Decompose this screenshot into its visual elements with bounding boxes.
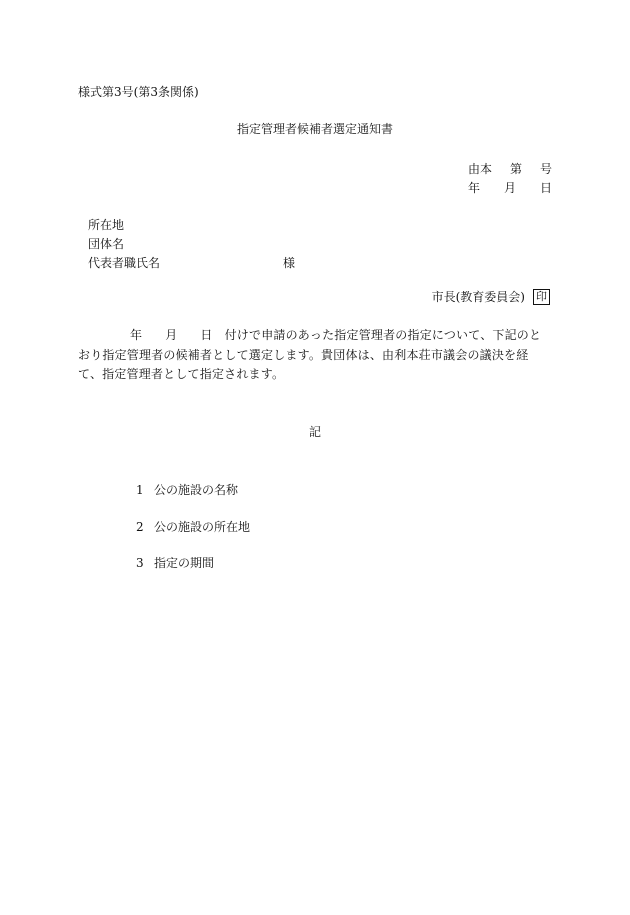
addressee-representative-row — [88, 254, 295, 273]
reference-number-block — [468, 160, 552, 198]
list-item — [136, 555, 214, 571]
honorific: 様 — [283, 256, 296, 270]
body-month: 月 — [165, 328, 178, 342]
reference-number-row — [468, 160, 552, 179]
item-label: 指定の期間 — [154, 556, 215, 570]
reference-office: 由本 — [468, 162, 493, 176]
addressee-location-row — [88, 216, 295, 235]
organization-label: 団体名 — [88, 237, 125, 251]
body-text: 付けで申請のあった指定管理者の指定について、下記のとおり指定管理者の候補者として選定します。貴団体は、由利本荘市議会の議決を経て、指定管理者として指定されます。 — [78, 328, 542, 381]
list-item — [136, 519, 250, 535]
item-label: 公の施設の所在地 — [154, 520, 251, 534]
reference-month: 月 — [503, 181, 516, 195]
reference-day: 日 — [539, 181, 552, 195]
record-heading: 記 — [308, 425, 321, 439]
addressee-block — [88, 216, 295, 273]
location-label: 所在地 — [88, 218, 125, 232]
notice-body — [78, 326, 552, 385]
item-number: 1 — [136, 483, 144, 497]
issuer-name: 市長(教育委員会) — [431, 290, 525, 304]
reference-go: 号 — [539, 162, 552, 176]
item-label: 公の施設の名称 — [154, 483, 239, 497]
form-number: 様式第3号(第3条関係) — [78, 85, 199, 99]
document-title: 指定管理者候補者選定通知書 — [236, 122, 393, 136]
list-item — [136, 482, 238, 498]
body-year: 年 — [130, 328, 143, 342]
representative-label: 代表者職氏名 — [88, 256, 161, 270]
addressee-organization-row — [88, 235, 295, 254]
item-number: 3 — [136, 556, 144, 570]
reference-dai: 第 — [509, 162, 522, 176]
body-day: 日 — [200, 328, 213, 342]
reference-year: 年 — [468, 181, 481, 195]
reference-date-row — [468, 179, 552, 198]
item-number: 2 — [136, 520, 144, 534]
issuer-block — [432, 289, 550, 305]
seal-mark: 印 — [533, 289, 550, 305]
